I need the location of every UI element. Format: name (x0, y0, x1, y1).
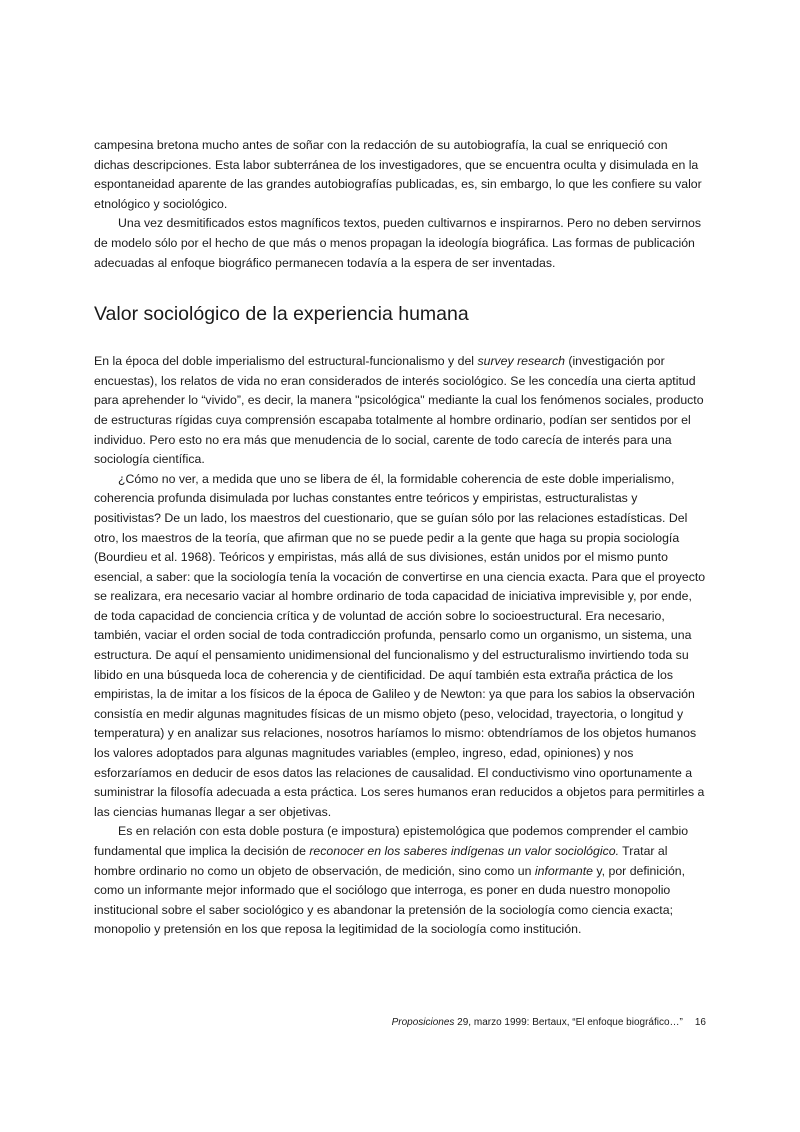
italic-phrase: reconocer en los saberes indígenas un valor sociológico. (309, 844, 619, 858)
text-run: y, por definición, como un informante mejor informado que el sociólogo que interroga, es poner en duda nuestro monopolio institucional sobre el saber sociológico y es abandonar la pretensión de la sociología como ciencia exacta; monopolio y pretensión en los que reposa la legitimidad de la sociología como institución. (94, 863, 686, 937)
paragraph-continued: campesina bretona mucho antes de soñar con la redacción de su autobiografía, la cual se enriqueció con dichas descripciones. Esta labor subterránea de los investigadores, que se encuentra oculta y disimulada en la espontaneidad aparente de las grandes autobiografías publicadas, es, sin embargo, lo que les confiere su valor etnológico y sociológico. (94, 138, 702, 211)
paragraph-coherence: ¿Cómo no ver, a medida que uno se libera de él, la formidable coherencia de este doble imperialismo, coherencia profunda disimulada por luchas constantes entre teóricos y empiristas, estructuralistas y positivistas? De un lado, los maestros del cuestionario, que se guían sólo por las relaciones estadísticas. Del otro, los maestros de la teoría, que afirman que no se puede pedir a la gente que haga su propia sociología (Bourdieu et al. 1968). Teóricos y empiristas, más allá de sus divisiones, están unidos por el mismo punto esencial, a saber: que la sociología tenía la vocación de convertirse en una ciencia exacta. Para que el proyecto se realizara, era necesario vaciar al hombre ordinario de toda capacidad de iniciativa imprevisible y, por ende, de toda capacidad de conciencia crítica y de voluntad de acción sobre lo socioestructural. Era necesario, también, vaciar el orden social de toda contradicción profunda, pensarlo como un organismo, un sistema, una estructura. De aquí el pensamiento unidimensional del funcionalismo y del estructuralismo invirtiendo toda su libido en una búsqueda loca de coherencia y de cientificidad. De aquí también esta extraña práctica de los empiristas, la de imitar a los físicos de la época de Galileo y de Newton: ya que para los sabios la observación consistía en medir algunas magnitudes físicas de un mismo objeto (peso, velocidad, trayectoria, o longitud y temperatura) y en analizar sus relaciones, nosotros haríamos lo mismo: obtendríamos de los objetos humanos los valores adoptados para algunas magnitudes variables (empleo, ingreso, edad, opiniones) y nos esforzaríamos en deducir de esos datos las relaciones de causalidad. El conductivismo vino oportunamente a suministrar la filosofía adecuada a esta práctica. Los seres humanos eran reducidos a objetos para permitirles a las ciencias humanas llegar a ser objetivas. (94, 471, 706, 819)
section-heading: Valor sociológico de la experiencia humana (94, 303, 469, 326)
page-body (94, 136, 706, 940)
paragraph-double-imperialism (94, 352, 706, 470)
page-footer (392, 1017, 706, 1028)
text-run: Es en relación con esta doble postura (e impostura) epistemológica que podemos comprender el cambio fundamental que implica la decisión de (94, 824, 689, 858)
italic-term: informante (534, 863, 594, 878)
citation-text: 29, marzo 1999: Bertaux, “El enfoque biográfico…” (454, 1017, 683, 1028)
text-run: Tratar al hombre ordinario no como un objeto de observación, de medición, sino como un (94, 844, 668, 878)
text-run: En la época del doble imperialismo del estructural-funcionalismo y del (94, 354, 478, 369)
journal-name: Proposiciones (391, 1017, 455, 1028)
paragraph-demystified-texts: Una vez desmitificados estos magníficos textos, pueden cultivarnos e inspirarnos. Pero no deben servirnos de modelo sólo por el hecho de que más o menos propagan la ideología biográfica. Las formas de publicación adecuadas al enfoque biográfico permanecen todavía a la espera de ser inventadas. (94, 216, 702, 270)
page-number: 16 (694, 1017, 706, 1028)
text-run: (investigación por encuestas), los relatos de vida no eran considerados de interés sociológico. Se les concedía una cierta aptitud para aprehender lo “vivido”, es decir, la manera "psicológica" mediante la cual los fenómenos sociales, producto de estructuras rígidas cuya comprensión escapaba totalmente al hombre ordinario, podían ser sentidos por el individuo. Pero esto no era más que menudencia de lo social, carente de todo carecía de interés para una sociología científica. (94, 354, 704, 467)
italic-term: survey research (477, 354, 565, 369)
paragraph-epistemological-posture (94, 822, 706, 940)
